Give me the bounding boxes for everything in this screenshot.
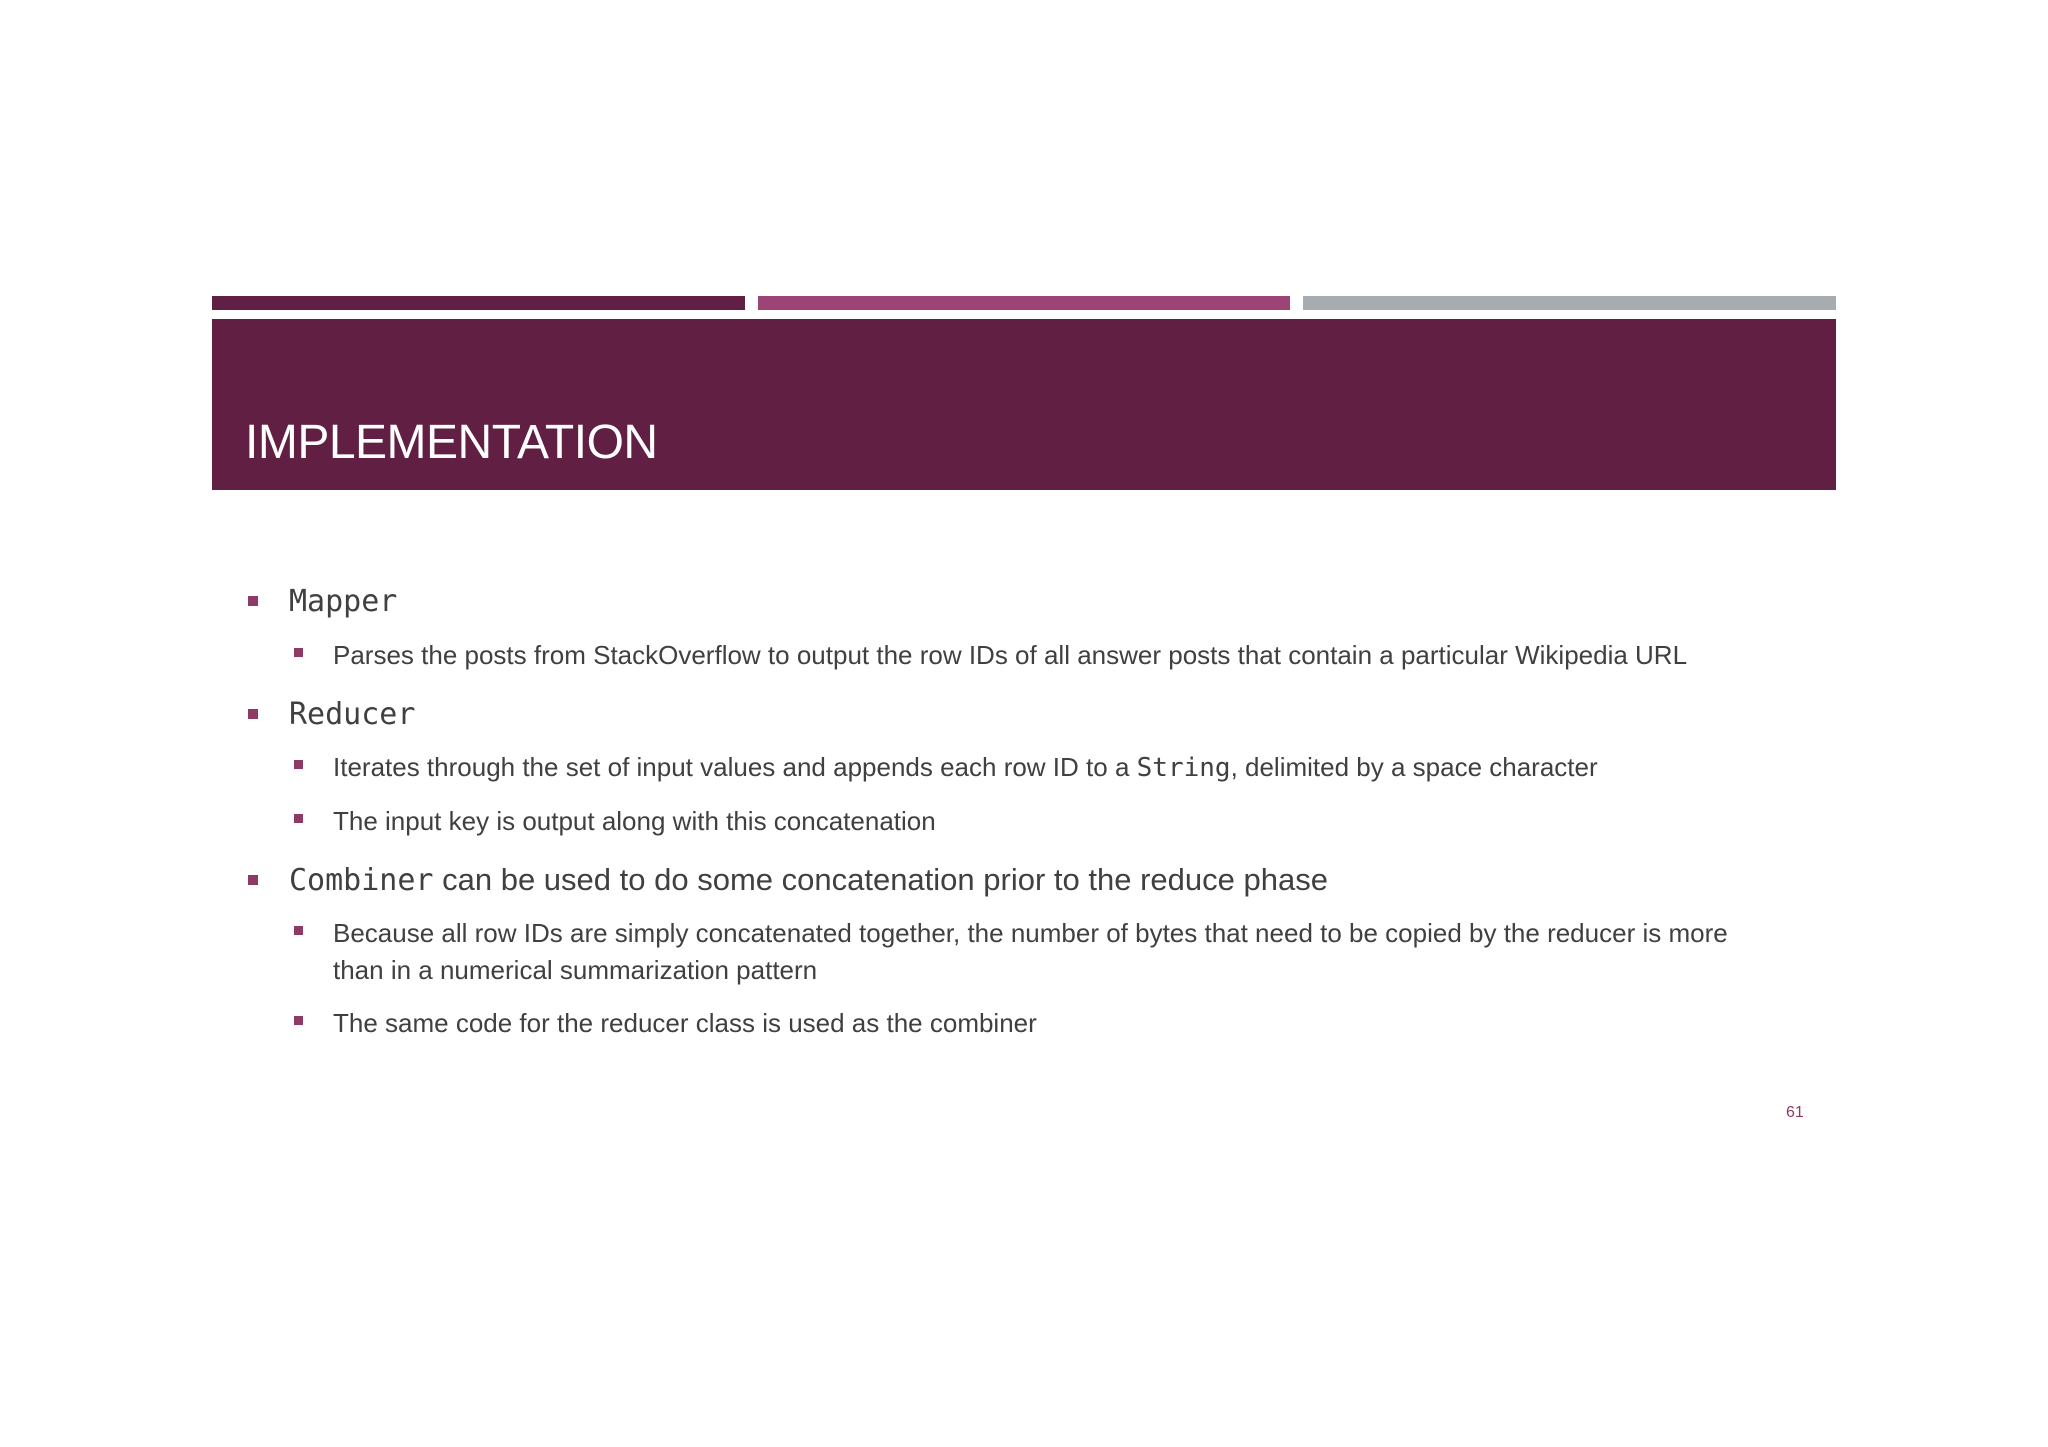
bullet-item-combiner bbox=[248, 862, 1328, 899]
square-bullet-icon bbox=[294, 814, 303, 823]
sub-bullet-item bbox=[294, 637, 1687, 674]
sub-bullet-item bbox=[294, 915, 1728, 989]
bullet-item-mapper bbox=[248, 583, 397, 620]
item-text: The same code for the reducer class is used as the combiner bbox=[333, 1008, 1037, 1038]
item-text bbox=[289, 583, 397, 620]
code-term: Mapper bbox=[289, 584, 398, 619]
square-bullet-icon bbox=[248, 596, 258, 606]
code-term: Combiner bbox=[289, 863, 434, 898]
sub-bullet-item bbox=[294, 1005, 1037, 1042]
square-bullet-icon bbox=[294, 648, 303, 657]
item-text: The input key is output along with this concatenation bbox=[333, 806, 936, 836]
code-term: Reducer bbox=[289, 697, 416, 732]
square-bullet-icon bbox=[248, 875, 258, 885]
slide-title: IMPLEMENTATION bbox=[245, 416, 658, 469]
item-text: Parses the posts from StackOverflow to output the row IDs of all answer posts that contain a particular Wikipedia URL bbox=[333, 640, 1688, 670]
item-text: Combiner can be used to do some concatenation prior to the reduce phase bbox=[289, 862, 1328, 898]
square-bullet-icon bbox=[294, 1016, 303, 1025]
square-bullet-icon bbox=[294, 926, 303, 935]
code-term: String bbox=[1136, 753, 1231, 783]
square-bullet-icon bbox=[248, 709, 258, 719]
item-text: Iterates through the set of input values and appends each row ID to a String, delimited by a space character bbox=[333, 752, 1598, 783]
square-bullet-icon bbox=[294, 760, 303, 769]
item-text bbox=[289, 696, 415, 733]
sub-bullet-item bbox=[294, 803, 936, 840]
item-text: Because all row IDs are simply concatenated together, the number of bytes that need to be copied by the reducer is more than in a numerical summarization pattern bbox=[333, 918, 1728, 985]
sub-bullet-item bbox=[294, 749, 1598, 787]
bullet-item-reducer bbox=[248, 696, 415, 733]
page-number: 61 bbox=[1786, 1104, 1804, 1121]
